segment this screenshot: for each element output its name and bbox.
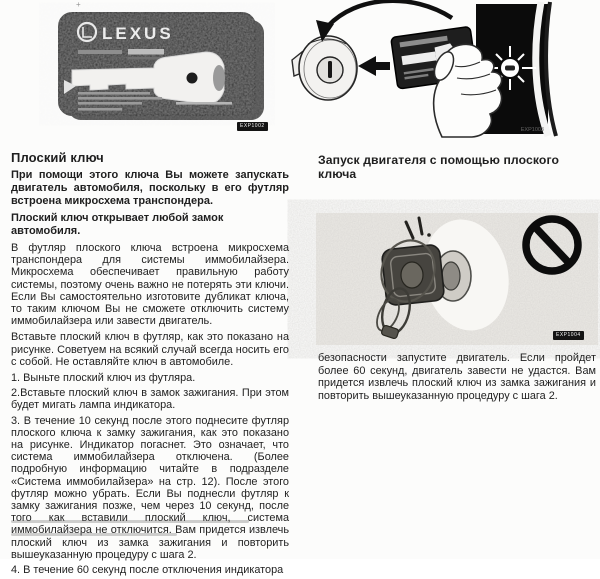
figure-caption: EXP1002 [237, 122, 268, 131]
left-column [11, 150, 289, 579]
start-engine-figure [294, 2, 562, 138]
key-code-bar [78, 50, 122, 54]
step-4: 4. В течение 60 секунд после отключения индикатора [11, 564, 284, 577]
section-heading-flat-key: Плоский ключ [11, 150, 104, 165]
arrow-left-icon [358, 56, 390, 76]
lexus-brand-text: LEXUS [102, 24, 174, 43]
lead-paragraph-2: Плоский ключ открывает любой замок автомобиля. [11, 212, 224, 237]
lexus-key-card-figure [56, 8, 270, 124]
ignition-lock-icon [292, 36, 357, 100]
start-engine-illustration [294, 2, 562, 138]
lead-paragraph: При помощи этого ключа Вы можете запускать двигатель автомобиля, поскольку в его футляр встроена микросхема транспондера. [11, 169, 289, 207]
figure-caption: EXP1004 [553, 331, 584, 340]
step-2: 2.Вставьте плоский ключ в замок зажигания. При этом будет мигать лампа индикатора. [11, 387, 289, 412]
step-1: 1. Выньте плоский ключ из футляра. [11, 372, 196, 385]
scan-smudge [11, 533, 177, 536]
scan-smudge [11, 520, 249, 523]
key-code-value-bar [128, 49, 164, 55]
section-heading-start-engine: Запуск двигателя с помощью плоского ключа [318, 153, 559, 181]
right-body-paragraph: безопасности запустите двигатель. Если пройдет более 60 секунд, двигатель завести не удастся. Вам придется извлечь плоский ключ из замка зажигания и повторить вышеуказанную процедуру с шага 2. [318, 352, 596, 402]
step-3: 3. В течение 10 секунд после этого поднесите футляр плоского ключа к замку зажигания, как это показано на рисунке. Индикатор погаснет. Это означает, что система иммобилайзера отключена. (Более подробную информацию читайте в подразделе «Система иммобилайзера» на стр. 12). После этого футляр можно убрать. Если Вы поднесли футляр к замку зажигания позже, чем через 10 секунд, после того как вставили плоский ключ, система иммобилайзера не отключится. Вам придется извлечь плоский ключ из замка зажигания и повторить вышеуказанную процедуру с шага 2. [11, 414, 289, 561]
no-extra-keys-illustration [316, 213, 598, 345]
figure-caption: EXP1003 [520, 127, 544, 133]
body-paragraph: В футляр плоского ключа встроена микросхема транспондера для системы иммобилайзера. Микросхема обеспечивает правильную работу системы, поэтому очень важно не потерять эти ключи. Если Вы самостоятельно изготовите дубликат ключа, то таким ключом Вы не сможете отключить систему иммобилайзера или завести двигатель. [11, 242, 289, 328]
lexus-key-card-illustration [56, 8, 270, 124]
no-extra-keys-figure [316, 213, 598, 345]
body-paragraph: Вставьте плоский ключ в футляр, как это показано на рисунке. Советуем на всякий случай всегда носить его с собой. Не оставляйте ключ в автомобиле. [11, 331, 289, 368]
cylinder-core [442, 262, 460, 290]
scan-artifact-cross: + [76, 0, 81, 9]
